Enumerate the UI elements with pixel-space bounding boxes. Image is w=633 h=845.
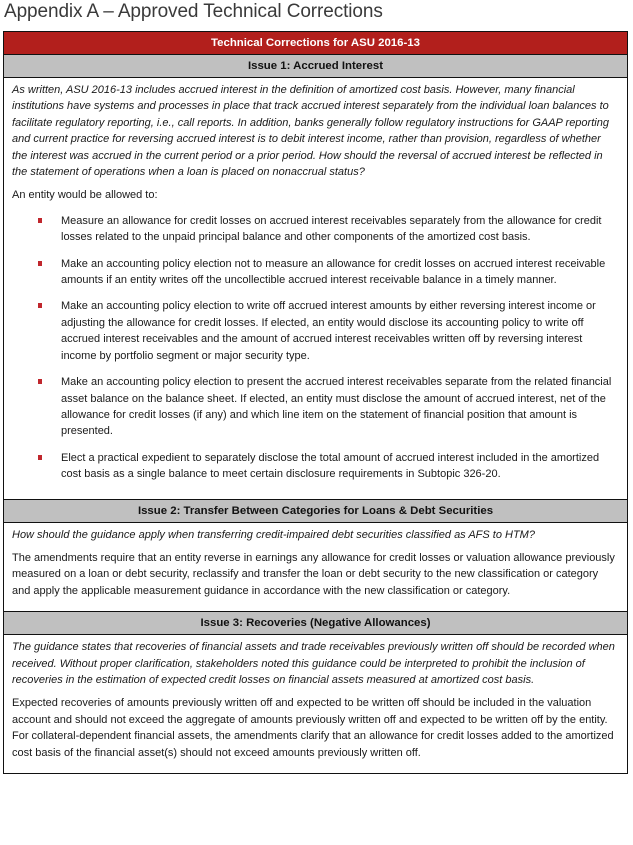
issue-3-question: The guidance states that recoveries of financial assets and trade receivables previously written off should be recorded when received. Without proper clarification, stakeholders noted this guidance could be interpreted to prohibit the inclusion of recoveries in the estimation of expected credit losses on financial assets measured at amortized cost basis.	[12, 641, 615, 686]
list-item	[12, 256, 619, 289]
square-bullet-icon	[38, 379, 42, 384]
issue-1-question: As written, ASU 2016-13 includes accrued interest in the definition of amortized cost basis. However, many financial institutions have systems and processes in place that track accrued interest separately from the individual loan balances to facilitate regulatory reporting, i.e., call reports. In addition, banks generally follow regulatory instructions for GAAP reporting and current practice for reversing accrued interest is to debit interest income, rather than provision, regardless of whether the interest was accrued in the current period or a prior period. How should the reversal of accrued interest be reflected in the statement of operations when a loan is placed on nonaccrual status?	[12, 84, 609, 179]
square-bullet-icon	[38, 218, 42, 223]
issue-3-body	[4, 635, 627, 773]
list-item-text: Make an accounting policy election to write off accrued interest amounts by either reversing interest income or adjusting the allowance for credit losses. If elected, an entity would disclose its accounting policy to write off accrued interest receivables and the amount of accrued interest receivables written off by reversing interest income by portfolio segment or major security type.	[61, 300, 596, 362]
issue-1-header: Issue 1: Accrued Interest	[4, 55, 627, 78]
list-item-text: Make an accounting policy election not to measure an allowance for credit losses on accrued interest receivable amounts if an entity writes off the uncollectible accrued interest receivable balance in a timely manner.	[61, 257, 606, 287]
issue-1-intro: An entity would be allowed to:	[12, 189, 158, 202]
issue-2-body	[4, 523, 627, 613]
list-item	[12, 374, 619, 440]
square-bullet-icon	[38, 261, 42, 266]
square-bullet-icon	[38, 303, 42, 308]
issue-2-answer: The amendments require that an entity reverse in earnings any allowance for credit losses or valuation allowance previously measured on a loan or debt security, reclassify and transfer the loan or debt security to the new classification or category and apply the applicable measurement guidance in accordance with the new classification or category.	[12, 551, 615, 597]
square-bullet-icon	[38, 455, 42, 460]
list-item	[12, 450, 619, 483]
issue-1-bullet-list	[12, 213, 619, 483]
list-item	[12, 213, 619, 246]
list-item-text: Make an accounting policy election to present the accrued interest receivables separate from the related financial asset balance on the balance sheet. If elected, an entity must disclose the amount of accrued interest, net of the allowance for credit losses (if any) and which line item on the statement of financial position that amount is presented.	[61, 376, 612, 438]
issue-1-body	[4, 78, 627, 500]
technical-corrections-table	[3, 31, 628, 774]
issue-2-header: Issue 2: Transfer Between Categories for Loans & Debt Securities	[4, 500, 627, 523]
table-header: Technical Corrections for ASU 2016-13	[4, 32, 627, 55]
issue-3-header: Issue 3: Recoveries (Negative Allowances)	[4, 612, 627, 635]
list-item-text: Measure an allowance for credit losses on accrued interest receivables separately from the allowance for credit losses related to the unpaid principal balance and other components of the amortized cost basis.	[61, 214, 602, 244]
page-title: Appendix A – Approved Technical Corrections	[4, 1, 383, 22]
issue-3-answer: Expected recoveries of amounts previously written off and expected to be written off should be included in the valuation account and should not exceed the aggregate of amounts previously written off and expected to be written off by the entity. For collateral-dependent financial assets, the amendments clarify that an allowance for credit losses added to the amortized cost basis of the financial asset(s) should not exceed amounts previously written off.	[12, 697, 614, 759]
list-item	[12, 298, 619, 364]
issue-2-question: How should the guidance apply when transferring credit-impaired debt securities classified as AFS to HTM?	[12, 528, 535, 541]
list-item-text: Elect a practical expedient to separately disclose the total amount of accrued interest included in the amortized cost basis as a single balance to meet certain disclosure requirements in Subtopic 326-20.	[61, 451, 600, 481]
